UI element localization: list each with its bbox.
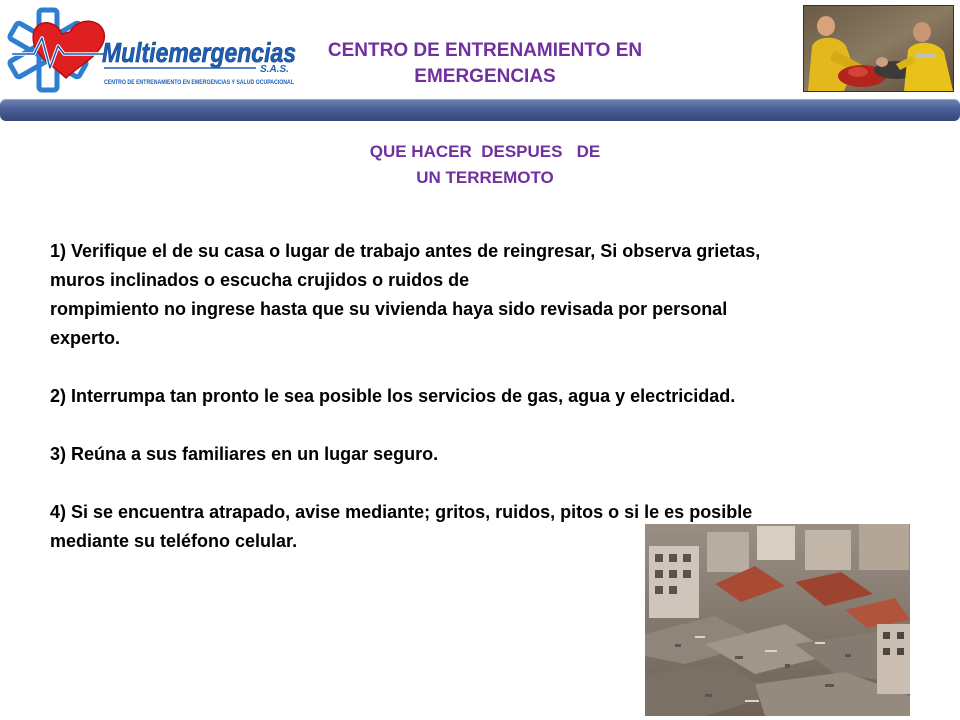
spacer xyxy=(50,469,910,498)
logo-brand-text: Multiemergencias xyxy=(102,37,296,68)
spacer xyxy=(50,353,910,382)
item1-line4: experto. xyxy=(50,328,121,348)
item3: 3) Reúna a sus familiares en un lugar seguro. xyxy=(50,444,439,464)
rescue-workers-photo xyxy=(803,5,954,92)
header-title xyxy=(300,38,670,90)
item4-line1: 4) Si se encuentra atrapado, avise mediante; gritos, ruidos, pitos o si le es posible xyxy=(50,502,753,522)
item2: 2) Interrumpa tan pronto le sea posible los servicios de gas, agua y electricidad. xyxy=(50,386,736,406)
spacer xyxy=(50,411,910,440)
section-title-line2: UN TERREMOTO xyxy=(416,168,554,187)
item1-line1: 1) Verifique el de su casa o lugar de trabajo antes de reingresar, Si observa grietas, xyxy=(50,241,761,261)
item4-line2: mediante su teléfono celular. xyxy=(50,531,298,551)
header-title-line2: EMERGENCIAS xyxy=(414,66,556,87)
header-divider-bar xyxy=(0,99,960,121)
logo-suffix-text: S.A.S. xyxy=(260,64,289,75)
section-title-line1: QUE HACER DESPUES DE xyxy=(369,142,601,161)
instructions-body xyxy=(50,237,910,556)
header-title-line1: CENTRO DE ENTRENAMIENTO EN xyxy=(327,40,643,61)
item1-line3: rompimiento no ingrese hasta que su vivienda haya sido revisada por personal xyxy=(50,299,728,319)
earthquake-rubble-photo xyxy=(645,524,910,716)
item1-line2: muros inclinados o escucha crujidos o ruidos de xyxy=(50,270,470,290)
logo-tagline-text: CENTRO DE ENTRENAMIENTO EN EMERGENCIAS Y SALUD OCUPACIONAL xyxy=(104,80,295,86)
multiemergencias-logo xyxy=(4,4,300,96)
section-title xyxy=(300,139,670,191)
